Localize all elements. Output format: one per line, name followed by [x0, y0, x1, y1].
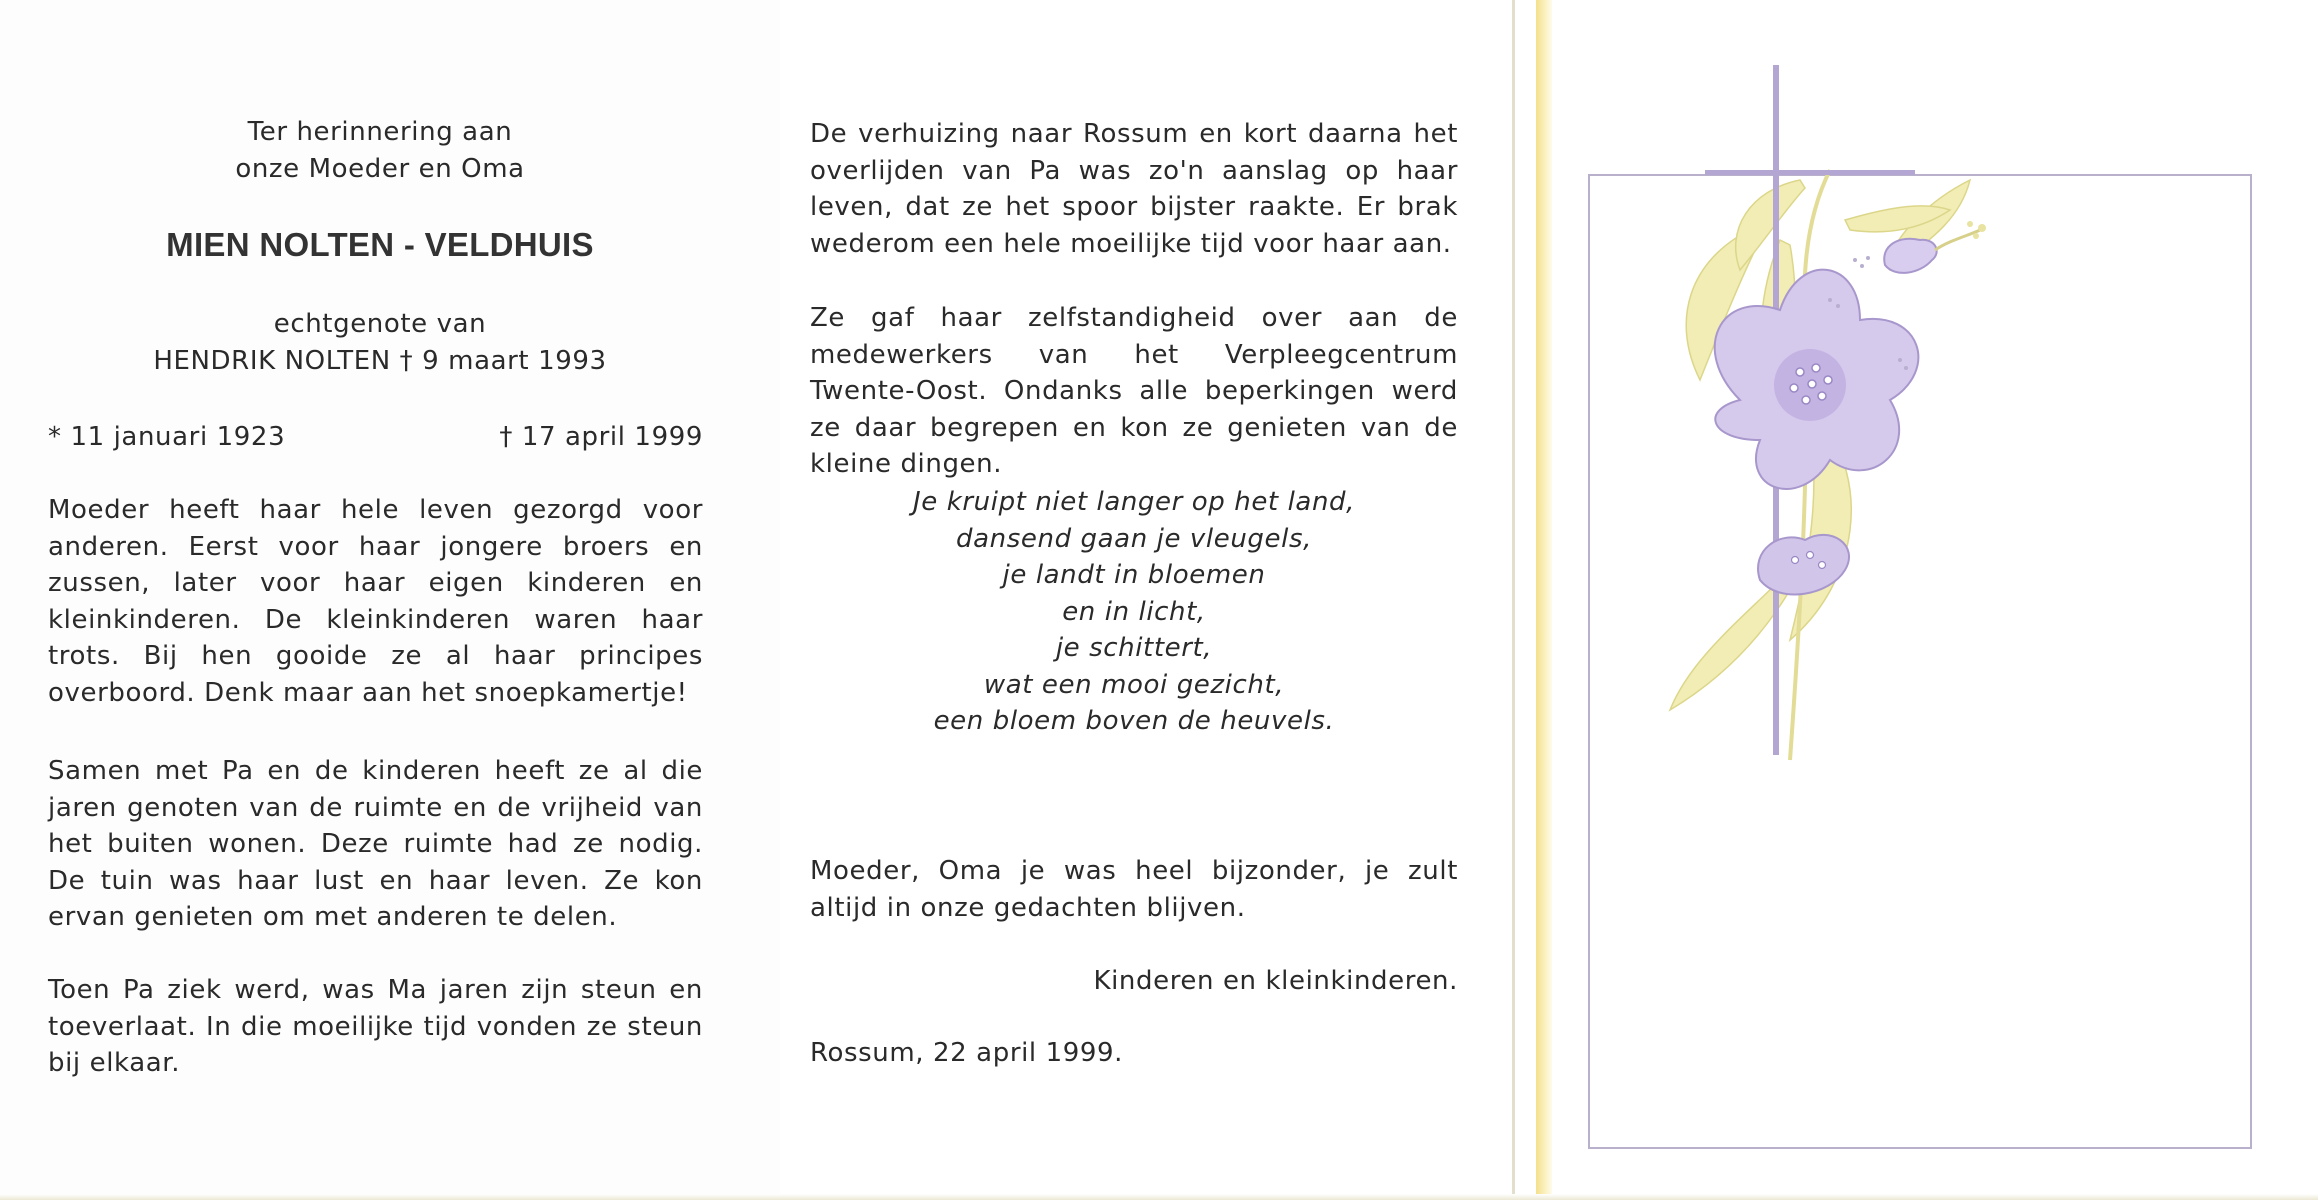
spouse-info — [90, 306, 670, 379]
poem-line: dansend gaan je vleugels, — [956, 523, 1312, 554]
bud-icon — [1758, 535, 1849, 595]
cross-flower-illustration — [1630, 60, 2050, 780]
paragraph: De verhuizing naar Rossum en kort daarna het overlijden van Pa was zo'n aanslag op haar leven, dat ze het spoor bijster raakte. Er brak wederom een hele moeilijke tijd voor haar aan. — [810, 119, 1458, 259]
paragraph: Toen Pa ziek werd, was Ma jaren zijn steun en toeverlaat. In die moeilijke tijd vonden ze steun bij elkaar. — [48, 975, 703, 1078]
cover-side-strip — [1536, 0, 1552, 1200]
place-date: Rossum, 22 april 1999. — [810, 1038, 1124, 1068]
spouse-line-1: echtgenote van — [273, 309, 487, 339]
closing-text: Moeder, Oma je was heel bijzonder, je zult altijd in onze gedachten blijven. — [810, 856, 1458, 923]
signoff: Kinderen en kleinkinderen. — [1093, 966, 1458, 996]
poem-line: wat een mooi gezicht, — [983, 669, 1285, 700]
intro-text — [90, 114, 670, 187]
paragraph: Moeder heeft haar hele leven gezorgd voor anderen. Eerst voor haar jongere broers en zussen, later voor haar eigen kinderen en kleinkinderen. De kleinkinderen waren haar trots. Bij hen gooide ze al haar principes overboord. Denk maar aan het snoepkamertje! — [48, 495, 703, 708]
intro-line-2: onze Moeder en Oma — [235, 153, 525, 184]
poem-line: een bloem boven de heuvels. — [933, 706, 1335, 736]
poem — [810, 484, 1458, 740]
card-panel-left — [0, 0, 780, 1200]
flower-icon — [1715, 270, 1919, 489]
poem-line: Je kruipt niet langer op het land, — [913, 487, 1355, 517]
card-bottom-edge — [0, 1194, 2318, 1200]
spouse-line-2: HENDRIK NOLTEN † 9 maart 1993 — [153, 345, 607, 376]
poem-line: je landt in bloemen — [1002, 560, 1266, 590]
death-date: † 17 april 1999 — [499, 422, 703, 452]
poem-line: en in licht, — [1062, 596, 1206, 627]
deceased-name: MIEN NOLTEN - VELDHUIS — [166, 226, 594, 263]
poem-line: je schittert, — [1055, 633, 1213, 663]
card-panel-cover — [1520, 0, 2318, 1200]
intro-line-1: Ter herinnering aan — [247, 117, 513, 147]
paragraph: Ze gaf haar zelfstandigheid over aan de medewerkers van het Verpleegcentrum Twente-Oost. Ondanks alle beperkingen werd ze daar begrepen en kon ze genieten van de kleine dingen. — [810, 303, 1458, 479]
card-panel-middle — [780, 0, 1520, 1200]
birth-date: * 11 januari 1923 — [48, 422, 286, 452]
life-dates — [48, 419, 703, 456]
paragraph: Samen met Pa en de kinderen heeft ze al die jaren genoten van de ruimte en de vrijheid van het buiten wonen. Deze ruimte had ze nodig. De tuin was haar lust en haar leven. Ze kon ervan genieten om met anderen te delen. — [48, 756, 703, 932]
fold-line — [1512, 0, 1515, 1200]
